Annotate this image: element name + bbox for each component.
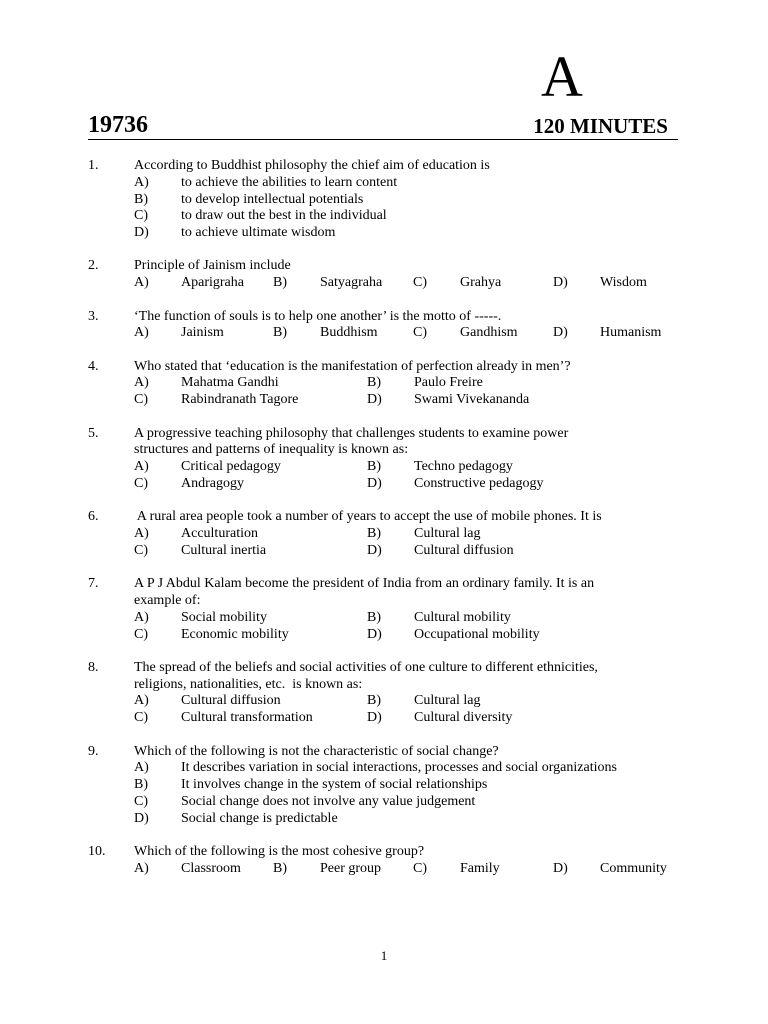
question-text: Which of the following is the most cohesive group?	[134, 844, 425, 859]
option-text-c: Grahya	[460, 275, 502, 291]
question-number: 8.	[88, 659, 99, 675]
option-text-d: Community	[600, 860, 667, 876]
question-text: According to Buddhist philosophy the chief aim of education is	[134, 158, 490, 173]
header-divider	[88, 139, 678, 140]
option-c	[134, 794, 688, 811]
option-text-c: Gandhism	[460, 325, 518, 341]
option-text-a: Jainism	[181, 325, 224, 341]
option-text-d: Humanism	[600, 325, 662, 341]
option-text: to achieve ultimate wisdom	[181, 225, 336, 241]
option-label-c: C)	[134, 626, 148, 642]
option-list	[88, 760, 688, 827]
option-label-d: D)	[553, 860, 568, 876]
question-4	[88, 359, 688, 409]
option-text-b: Cultural lag	[414, 693, 481, 709]
question-text: Which of the following is not the characteristic of social change?	[134, 743, 499, 759]
option-text-d: Cultural diversity	[414, 710, 513, 726]
option-label-b: B)	[367, 693, 381, 709]
option-text-c: Cultural transformation	[181, 710, 313, 726]
option-label: A)	[134, 760, 149, 776]
option-label-c: C)	[134, 710, 148, 726]
option-label-d: D)	[553, 275, 568, 291]
option-label-a: A)	[134, 275, 149, 291]
option-text-a: Critical pedagogy	[181, 459, 281, 475]
option-text-b: Paulo Freire	[414, 375, 483, 391]
option-label-a: A)	[134, 325, 149, 341]
option-label-d: D)	[553, 325, 568, 341]
option-list	[88, 375, 688, 409]
option-text-a: Mahatma Gandhi	[181, 375, 279, 391]
option-label-a: A)	[134, 860, 149, 876]
option-text-b: Techno pedagogy	[414, 459, 513, 475]
option-text-c: Cultural inertia	[181, 542, 267, 558]
option-text-c: Family	[460, 860, 500, 876]
option-text-b: Buddhism	[320, 325, 378, 341]
option-text-a: Classroom	[181, 860, 241, 876]
option-text-c: Economic mobility	[181, 626, 289, 642]
question-text-continued: example of:	[134, 592, 201, 608]
question-8	[88, 660, 688, 727]
option-label-a: A)	[134, 375, 149, 391]
question-9	[88, 744, 688, 828]
question-text: Who stated that ‘education is the manifestation of perfection already in men’?	[134, 358, 571, 374]
option-list	[88, 610, 688, 644]
option-list	[88, 459, 688, 493]
option-text-a: Social mobility	[181, 609, 267, 625]
option-label-c: C)	[134, 392, 148, 408]
option-list	[88, 861, 688, 878]
question-10	[88, 844, 688, 878]
question-text: ‘The function of souls is to help one another’ is the motto of -----.	[134, 308, 502, 324]
option-label-d: D)	[367, 392, 382, 408]
option-text: to achieve the abilities to learn content	[181, 174, 398, 190]
option-d	[134, 225, 688, 242]
option-label-b: B)	[367, 609, 381, 625]
option-label-a: A)	[134, 459, 149, 475]
question-number: 5.	[88, 425, 99, 441]
option-text-b: Satyagraha	[320, 275, 383, 291]
option-label: C)	[134, 208, 148, 224]
option-label-c: C)	[413, 275, 427, 291]
option-text-a: Cultural diffusion	[181, 693, 281, 709]
option-text-c: Andragogy	[181, 475, 244, 491]
option-text-a: Aparigraha	[181, 275, 244, 291]
option-text: It involves change in the system of social relationships	[181, 777, 488, 793]
option-list	[88, 275, 688, 292]
question-number: 6.	[88, 509, 99, 525]
option-text-d: Occupational mobility	[414, 626, 540, 642]
question-7	[88, 576, 688, 643]
option-label-a: A)	[134, 526, 149, 542]
option-text-c: Rabindranath Tagore	[181, 392, 299, 408]
option-text-d: Wisdom	[600, 275, 647, 291]
option-text-d: Swami Vivekananda	[414, 392, 530, 408]
question-number: 3.	[88, 308, 99, 324]
option-list	[88, 526, 688, 560]
question-text: A progressive teaching philosophy that challenges students to examine power	[134, 425, 569, 441]
question-list	[88, 158, 688, 894]
option-label: B)	[134, 777, 148, 793]
option-label-d: D)	[367, 710, 382, 726]
option-a	[134, 760, 688, 777]
option-label-b: B)	[273, 860, 287, 876]
option-label-c: C)	[134, 475, 148, 491]
option-text-b: Peer group	[320, 860, 382, 876]
question-text: A P J Abdul Kalam become the president of India from an ordinary family. It is an	[134, 576, 595, 592]
option-text-a: Acculturation	[181, 526, 258, 542]
question-1	[88, 158, 688, 242]
question-5	[88, 426, 688, 493]
exam-code: 19736	[88, 112, 148, 138]
question-number: 10.	[88, 844, 106, 859]
question-number: 4.	[88, 358, 99, 374]
option-label-a: A)	[134, 609, 149, 625]
option-label-b: B)	[273, 325, 287, 341]
option-text-b: Cultural lag	[414, 526, 481, 542]
option-c	[134, 208, 688, 225]
option-label: D)	[134, 225, 149, 241]
option-a	[134, 175, 688, 192]
option-text: to draw out the best in the individual	[181, 208, 387, 224]
question-text: A rural area people took a number of years to accept the use of mobile phones. It is	[134, 509, 602, 525]
option-b	[134, 192, 688, 209]
question-text: The spread of the beliefs and social activities of one culture to different ethnicities,	[134, 659, 598, 675]
option-label-d: D)	[367, 542, 382, 558]
question-text-continued: structures and patterns of inequality is known as:	[134, 442, 409, 458]
option-text: Social change is predictable	[181, 810, 338, 826]
option-label-a: A)	[134, 693, 149, 709]
question-6	[88, 509, 688, 559]
option-text: Social change does not involve any value judgement	[181, 793, 476, 809]
option-label-c: C)	[134, 542, 148, 558]
question-text: Principle of Jainism include	[134, 258, 291, 274]
option-text: It describes variation in social interactions, processes and social organizations	[181, 760, 617, 776]
option-label: A)	[134, 174, 149, 190]
option-label-d: D)	[367, 475, 382, 491]
option-label-c: C)	[413, 325, 427, 341]
option-label: B)	[134, 191, 148, 207]
option-label-c: C)	[413, 860, 427, 876]
option-text-d: Constructive pedagogy	[414, 475, 544, 491]
option-label: D)	[134, 810, 149, 826]
question-2	[88, 258, 688, 292]
option-label-b: B)	[367, 459, 381, 475]
option-label-b: B)	[273, 275, 287, 291]
option-text-b: Cultural mobility	[414, 609, 511, 625]
option-label-b: B)	[367, 526, 381, 542]
question-booklet-series: A	[541, 44, 583, 109]
option-text-d: Cultural diffusion	[414, 542, 514, 558]
question-number: 2.	[88, 258, 99, 274]
option-list	[88, 175, 688, 242]
option-d	[134, 811, 688, 828]
question-text-continued: religions, nationalities, etc. is known as:	[134, 676, 363, 692]
option-label: C)	[134, 793, 148, 809]
question-number: 9.	[88, 743, 99, 759]
question-3	[88, 309, 688, 343]
option-label-b: B)	[367, 375, 381, 391]
page-number: 1	[380, 948, 388, 963]
question-number: 7.	[88, 576, 99, 592]
option-label-d: D)	[367, 626, 382, 642]
exam-duration: 120 MINUTES	[533, 114, 668, 138]
option-list	[88, 325, 688, 342]
option-b	[134, 777, 688, 794]
option-list	[88, 693, 688, 727]
question-number: 1.	[88, 158, 99, 173]
option-text: to develop intellectual potentials	[181, 191, 364, 207]
